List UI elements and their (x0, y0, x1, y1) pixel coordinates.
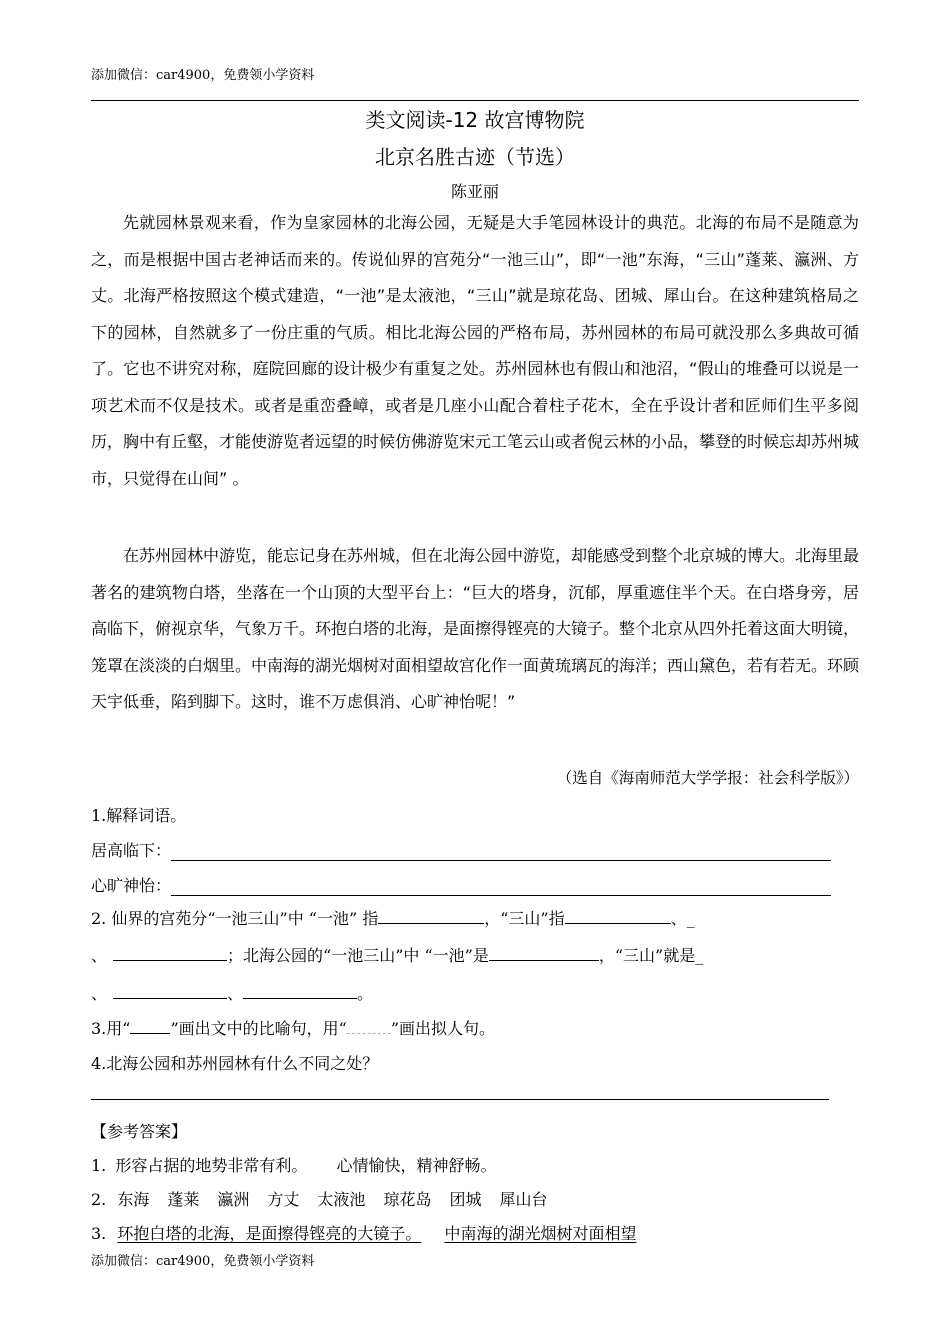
blank-field[interactable] (378, 909, 484, 924)
question-2-line-2 (91, 943, 703, 966)
answer-term: 琼花岛 (383, 1190, 432, 1209)
paragraph-1: 先就园林景观来看，作为皇家园林的北海公园，无疑是大手笔园林设计的典范。北海的布局不是随意为之，而是根据中国古老神话而来的。传说仙界的宫苑分“一池三山”，即“一池”东海，“三山”蓬莱、瀛洲、方丈。北海严格按照这个模式建造，“一池”是太液池，“三山”就是琼花岛、团城、犀山台。在这种建筑格局之下的园林，自然就多了一份庄重的气质。相比北海公园的严格布局，苏州园林的布局可就没那么多典故可循了。它也不讲究对称，庭院回廊的设计极少有重复之处。苏州园林也有假山和池沼，“假山的堆叠可以说是一项艺术而不仅是技术。或者是重峦叠嶂，或者是几座小山配合着柱子花木，全在乎设计者和匠师们生平多阅历，胸中有丘壑，才能使游览者远望的时候仿佛游览宋元工笔云山或者倪云林的小品，攀登的时候忘却苏州城市，只觉得在山间” 。 (91, 213, 860, 488)
question-text: ”画出拟人句。 (390, 1019, 496, 1038)
answer-term: 方丈 (267, 1190, 300, 1209)
question-text: 、 (227, 984, 244, 1003)
answer-terms (117, 1190, 565, 1209)
question-text: 、 (91, 984, 108, 1003)
question-text: ”画出文中的比喻句，用“ (170, 1019, 347, 1038)
question-text: 、 (91, 946, 108, 965)
answer-line[interactable] (91, 1099, 829, 1100)
question-text: 2. 仙界的宫苑分“一池三山”中 “一池” 指 (91, 909, 379, 928)
answer-2 (91, 1187, 565, 1210)
question-1: 1.解释词语。 (91, 806, 187, 825)
article-title: 北京名胜古迹（节选） (375, 145, 575, 169)
term-label: 居高临下： (91, 841, 172, 860)
answer-term: 瀛洲 (217, 1190, 250, 1209)
blank-field[interactable] (113, 984, 227, 999)
answer-heading: 【参考答案】 (91, 1122, 188, 1141)
page-title: 类文阅读-12 故宫博物院 (365, 108, 585, 132)
question-3 (91, 1016, 495, 1039)
answer-number: 2. (91, 1190, 107, 1209)
wavy-underline-sample (347, 1019, 391, 1034)
question-text: 。 (357, 984, 374, 1003)
question-text: ；北海公园的“一池三山”中 “一池”是 (227, 946, 489, 965)
blank-field[interactable] (565, 909, 671, 924)
question-text: ，“三山”指 (484, 909, 565, 928)
question-1b (91, 873, 831, 896)
answer-text: 心情愉快，精神舒畅。 (336, 1156, 497, 1175)
question-4: 4.北海公园和苏州园林有什么不同之处？ (91, 1054, 379, 1073)
question-1a (91, 838, 831, 861)
answer-number: 3. (91, 1224, 107, 1243)
question-text: 、_ (670, 909, 695, 928)
source-citation: （选自《海南师范大学学报：社会科学版》） (556, 769, 859, 787)
blank-field[interactable] (489, 946, 599, 961)
header-rule (91, 100, 859, 101)
question-2-line-1 (91, 906, 695, 929)
answer-text: 环抱白塔的北海，是面擦得铿亮的大镜子。 (117, 1224, 422, 1243)
answer-number: 1. (91, 1156, 107, 1175)
answer-text: 形容占据的地势非常有利。 (115, 1156, 308, 1175)
answer-3 (91, 1221, 636, 1244)
answer-term: 东海 (117, 1190, 150, 1209)
header-note: 添加微信：car4900，免费领小学资料 (91, 68, 315, 83)
question-text: 3.用“ (91, 1019, 131, 1038)
answer-term: 太液池 (317, 1190, 366, 1209)
blank-field[interactable] (113, 946, 227, 961)
answer-term: 蓬莱 (167, 1190, 200, 1209)
answer-text: 中南海的湖光烟树对面相望 (444, 1224, 637, 1243)
question-2-line-3 (91, 981, 373, 1004)
answer-1 (91, 1153, 496, 1176)
answer-line[interactable] (171, 841, 831, 861)
answer-term: 团城 (449, 1190, 482, 1209)
paragraph-2: 在苏州园林中游览，能忘记身在苏州城，但在北海公园中游览，却能感受到整个北京城的博大。北海里最著名的建筑物白塔，坐落在一个山顶的大型平台上：“巨大的塔身，沉郁，厚重遮住半个天。在白塔身旁，居高临下，俯视京华，气象万千。环抱白塔的北海，是面擦得铿亮的大镜子。整个北京从四外托着这面大明镜，笼罩在淡淡的白烟里。中南海的湖光烟树对面相望故宫化作一面黄琉璃瓦的海洋；西山黛色，若有若无。环顾天宇低垂，陷到脚下。这时，谁不万虑俱消、心旷神怡呢！” (91, 546, 860, 711)
blank-field[interactable] (243, 984, 357, 999)
answer-term: 犀山台 (499, 1190, 548, 1209)
question-text: ，“三山”就是_ (598, 946, 704, 965)
term-label: 心旷神怡： (91, 876, 172, 895)
answer-line[interactable] (171, 876, 831, 896)
author: 陈亚丽 (450, 182, 499, 201)
footer-note: 添加微信：car4900，免费领小学资料 (91, 1254, 315, 1269)
straight-underline-sample (130, 1019, 170, 1034)
